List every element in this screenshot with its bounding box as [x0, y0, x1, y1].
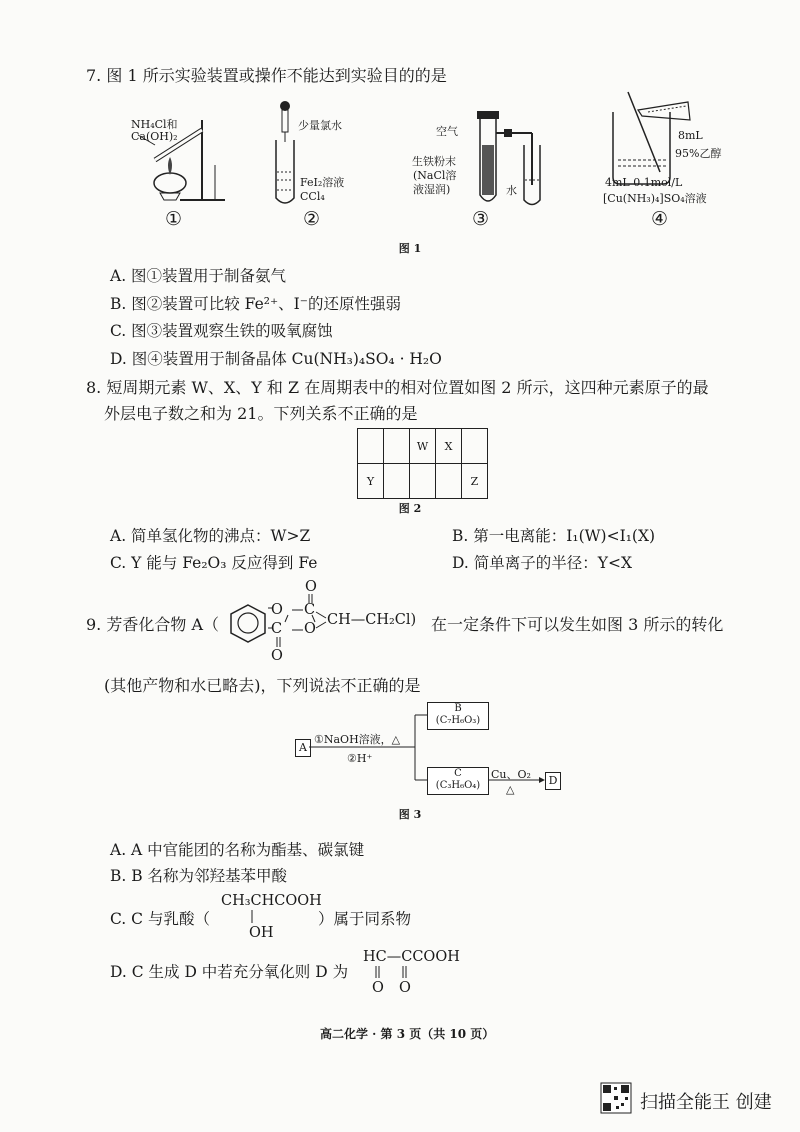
q7-option-a: A. 图①装置用于制备氨气 — [110, 267, 287, 285]
box-b-formula: (C₇H₆O₃) — [435, 715, 481, 726]
q7-option-d: D. 图④装置用于制备晶体 Cu(NH₃)₄SO₄ · H₂O — [110, 350, 442, 368]
table-cell: Z — [462, 464, 488, 499]
struct-o-bottom: O — [271, 648, 283, 664]
qr-code-icon — [601, 1083, 631, 1113]
table-row — [358, 464, 488, 499]
table-cell — [384, 429, 410, 464]
scheme-condition-3: Cu、O₂ — [491, 768, 531, 781]
q9-option-c-end: ）属于同系物 — [318, 910, 412, 928]
apparatus-2-label-bot: CCl₄ — [300, 190, 325, 203]
table-cell — [462, 429, 488, 464]
figure-1-caption: 图 1 — [398, 242, 422, 255]
apparatus-4-label-b2: [Cu(NH₃)₄]SO₄溶液 — [603, 192, 707, 205]
q8-option-d: D. 简单离子的半径：Y<X — [452, 554, 632, 572]
watermark-text: 扫描全能王 创建 — [640, 1092, 772, 1113]
q7-option-c: C. 图③装置观察生铁的吸氧腐蚀 — [110, 322, 333, 340]
q7-option-b: B. 图②装置可比较 Fe²⁺、I⁻的还原性强弱 — [110, 295, 401, 313]
apparatus-3-label-water: 水 — [506, 184, 517, 197]
apparatus-4-label-r2: 95%乙醇 — [675, 147, 722, 160]
figure-1-number-2: ② — [303, 208, 321, 230]
q8-option-c: C. Y 能与 Fe₂O₃ 反应得到 Fe — [110, 554, 318, 572]
table-row — [358, 429, 488, 464]
table-cell — [410, 464, 436, 499]
lactic-acid-top: CH₃CHCOOH — [221, 893, 322, 909]
q8-stem-line-2: 外层电子数之和为 21。下列关系不正确的是 — [104, 404, 418, 423]
q9-option-c-start: C. C 与乳酸（ — [110, 910, 210, 928]
scheme-box-c — [427, 767, 489, 795]
q8-option-b: B. 第一电离能：I₁(W)<I₁(X) — [452, 527, 656, 545]
scheme-box-b — [427, 702, 489, 730]
structure-bonds — [260, 590, 330, 655]
apparatus-3-label-2: (NaCl溶 — [413, 169, 457, 182]
apparatus-3-label-3: 液湿润) — [413, 183, 451, 196]
q9-stem-end: 在一定条件下可以发生如图 3 所示的转化 — [431, 615, 724, 634]
box-b-name: B — [454, 703, 462, 714]
struct-ch-ch2cl: CH—CH₂Cl) — [327, 612, 417, 628]
q9-option-a: A. A 中官能团的名称为酯基、碳氯键 — [110, 841, 365, 859]
apparatus-2-label-top: 少量氯水 — [298, 119, 342, 132]
struct-c-2: C — [271, 621, 283, 637]
table-cell — [384, 464, 410, 499]
scheme-condition-4: △ — [506, 783, 515, 796]
table-cell: W — [410, 429, 436, 464]
q9-stem-start: 9. 芳香化合物 A（ — [86, 615, 219, 634]
struct-o-top: O — [305, 579, 317, 595]
apparatus-4-label-b1: 4mL 0.1mol/L — [605, 176, 683, 189]
box-c-formula: (C₃H₆O₄) — [435, 780, 481, 791]
q9-stem-line-2: (其他产物和水已略去)，下列说法不正确的是 — [104, 676, 421, 695]
apparatus-3-label-1: 生铁粉末 — [412, 155, 456, 168]
scheme-box-d: D — [545, 772, 561, 790]
compound-d-structure: HC—CCOOH — [363, 949, 460, 965]
q8-option-a: A. 简单氢化物的沸点：W>Z — [110, 527, 311, 545]
struct-o-2: O — [304, 621, 316, 637]
box-c-name: C — [454, 768, 462, 779]
page-footer: 高二化学 · 第 3 页（共 10 页） — [320, 1027, 495, 1041]
apparatus-1-label-b: Ca(OH)₂ — [131, 130, 178, 143]
periodic-table-fragment — [357, 428, 488, 499]
apparatus-2-label-mid: FeI₂溶液 — [300, 176, 345, 189]
compound-d-o-1: O — [372, 980, 384, 996]
figure-1-number-3: ③ — [472, 208, 490, 230]
q8-stem-line-1: 8. 短周期元素 W、X、Y 和 Z 在周期表中的相对位置如图 2 所示，这四种元素原子的最 — [86, 378, 709, 397]
figure-1-number-4: ④ — [651, 208, 669, 230]
lactic-acid-bond — [250, 910, 254, 924]
q7-stem: 7. 图 1 所示实验装置或操作不能达到实验目的的是 — [86, 66, 447, 85]
lactic-acid-oh: OH — [249, 925, 274, 941]
compound-d-o-2: O — [399, 980, 411, 996]
q9-option-d: D. C 生成 D 中若充分氧化则 D 为 — [110, 963, 349, 981]
apparatus-3-label-air: 空气 — [436, 125, 458, 138]
apparatus-4-label-r1: 8mL — [678, 129, 703, 142]
table-cell — [436, 464, 462, 499]
figure-2-caption: 图 2 — [398, 502, 422, 515]
table-cell: X — [436, 429, 462, 464]
table-cell: Y — [358, 464, 384, 499]
scheme-condition-2: ②H⁺ — [347, 752, 373, 765]
struct-o-1: O — [271, 602, 283, 618]
q9-option-b: B. B 名称为邻羟基苯甲酸 — [110, 867, 288, 885]
figure-1-number-1: ① — [165, 208, 183, 230]
scheme-box-a: A — [295, 739, 311, 757]
struct-c-1: C — [304, 602, 316, 618]
scheme-condition-1: ①NaOH溶液，△ — [314, 733, 401, 746]
compound-d-bonds — [370, 966, 410, 980]
table-cell — [358, 429, 384, 464]
figure-3-caption: 图 3 — [398, 808, 422, 821]
apparatus-1-label-a: NH₄Cl和 — [131, 118, 178, 131]
